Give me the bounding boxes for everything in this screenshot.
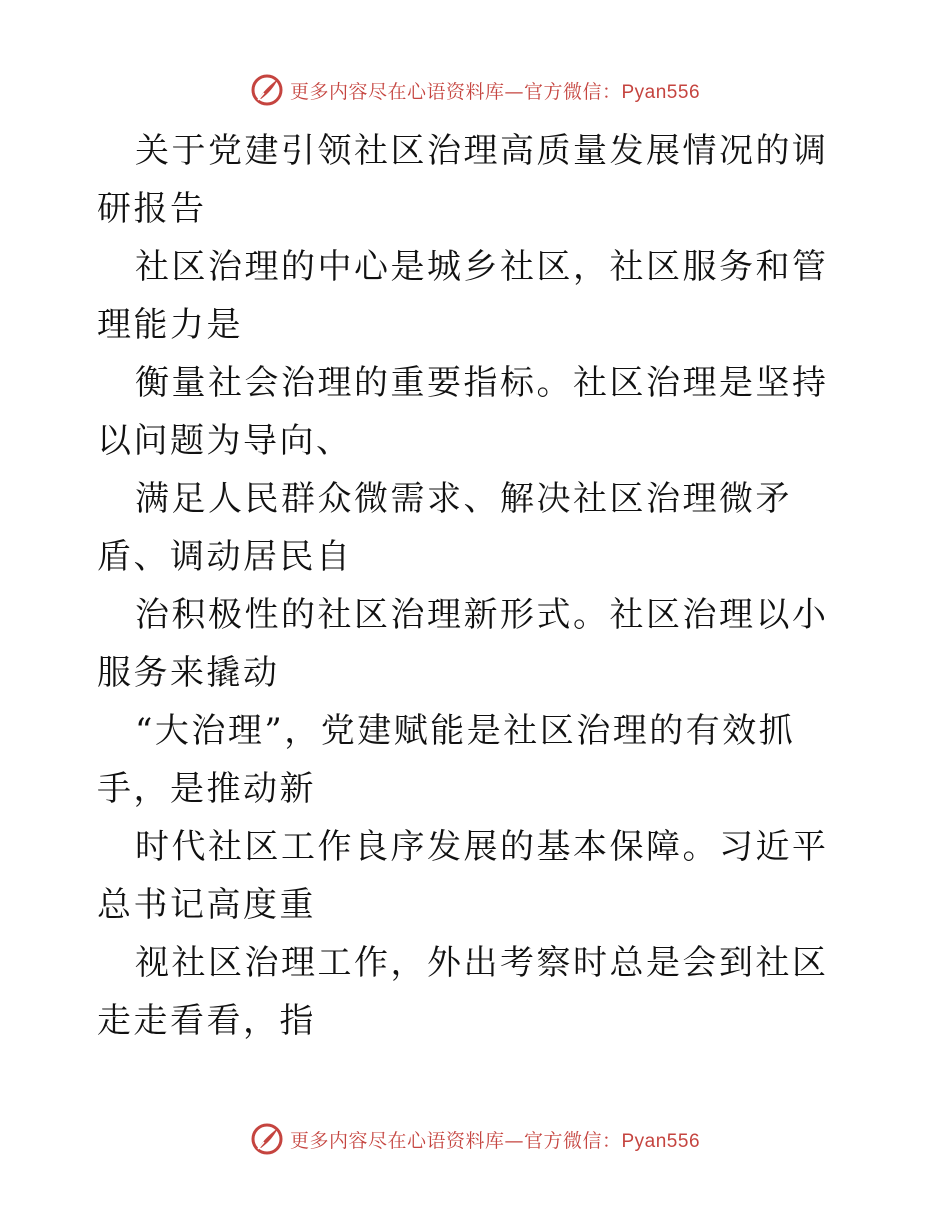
paragraph: 时代社区工作良序发展的基本保障。习近平总书记高度重 — [97, 827, 829, 925]
paragraph: “大治理”，党建赋能是社区治理的有效抓手，是推动新 — [97, 711, 796, 809]
document-body — [97, 122, 857, 1050]
watermark-text: 更多内容尽在心语资料库—官方微信：Pyan556 — [289, 1129, 701, 1152]
paragraph: 满足人民群众微需求、解决社区治理微矛盾、调动居民自 — [97, 479, 792, 577]
watermark-wechat-id: Pyan556 — [621, 1130, 701, 1152]
watermark-footer — [0, 1119, 950, 1159]
paragraph: 社区治理的中心是城乡社区，社区服务和管理能力是 — [97, 247, 829, 345]
paragraph: 视社区治理工作，外出考察时总是会到社区走走看看，指 — [97, 943, 829, 1041]
watermark-header — [0, 70, 950, 110]
document-title: 关于党建引领社区治理高质量发展情况的调研报告 — [97, 131, 829, 229]
red-feather-seal-icon — [250, 1122, 284, 1156]
watermark-wechat-id: Pyan556 — [621, 81, 701, 103]
paragraph: 衡量社会治理的重要指标。社区治理是坚持以问题为导向、 — [97, 363, 829, 461]
watermark-text: 更多内容尽在心语资料库—官方微信：Pyan556 — [289, 80, 701, 103]
paragraph: 治积极性的社区治理新形式。社区治理以小服务来撬动 — [97, 595, 829, 693]
red-feather-seal-icon — [250, 73, 284, 107]
